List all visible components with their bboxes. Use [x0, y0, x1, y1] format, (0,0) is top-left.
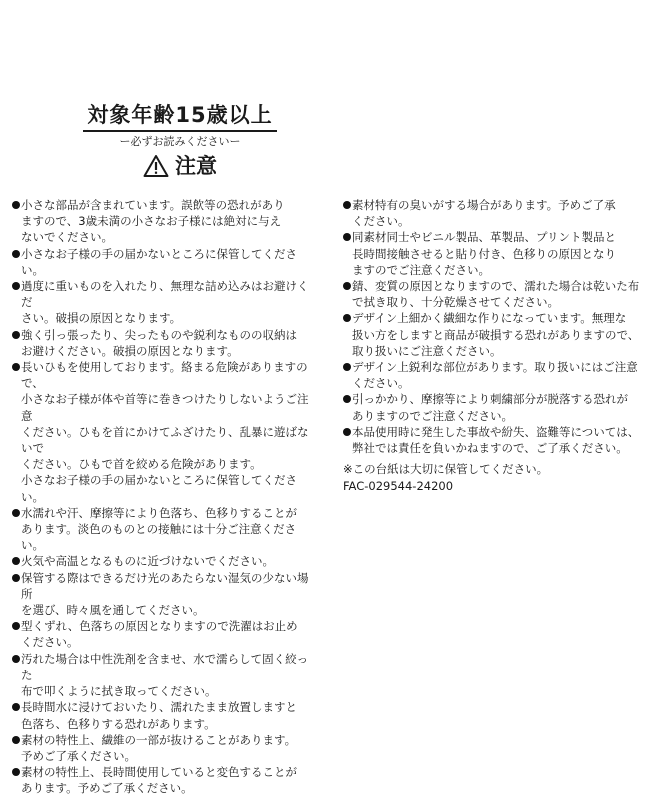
list-item — [343, 278, 643, 310]
bullet-icon — [12, 282, 20, 290]
caution-text: 過度に重いものを入れたり、無理な詰め込みはお避けくだ さい。破損の原因となります。 — [21, 279, 309, 326]
bullet-icon — [343, 314, 351, 322]
list-item — [12, 651, 310, 700]
list-item — [12, 732, 310, 764]
bullet-icon — [12, 655, 20, 663]
caution-text: 火気や高温となるものに近づけないでください。 — [21, 554, 274, 569]
storage-note: ※この台紙は大切に保管してください。 — [343, 462, 549, 477]
bullet-icon — [343, 201, 351, 209]
bullet-icon — [12, 201, 20, 209]
caution-list-left — [12, 197, 310, 797]
bullet-icon — [343, 395, 351, 403]
list-item — [343, 229, 643, 278]
caution-text: 汚れた場合は中性洗剤を含ませ、水で濡らして固く絞った 布で叩くように拭き取ってください。 — [21, 651, 309, 699]
bullet-icon — [12, 768, 20, 776]
list-item — [343, 359, 643, 391]
caution-text: 強く引っ張ったり、尖ったものや鋭利なものの収納は お避けください。破損の原因となります。 — [21, 327, 297, 358]
header — [60, 102, 300, 179]
list-item — [12, 618, 310, 650]
caution-text: デザイン上細かく繊細な作りになっています。無理な 扱い方をしますと商品が破損する恐れがありますので、 取り扱いにご注意ください。 — [352, 311, 640, 358]
list-item — [12, 359, 310, 505]
caution-text: 素材の特性上、繊維の一部が抜けることがあります。 予めご了承ください。 — [21, 732, 297, 763]
caution-list-right — [343, 197, 643, 494]
list-item — [343, 391, 643, 423]
list-item — [12, 505, 310, 554]
list-item — [12, 327, 310, 359]
bullet-icon — [12, 509, 20, 517]
caution-text: 長時間水に浸けておいたり、濡れたまま放置しますと 色落ち、色移りする恐れがあります。 — [21, 700, 297, 731]
age-rating-title: 対象年齢15歳以上 — [83, 102, 276, 132]
list-item — [12, 246, 310, 278]
footer-notes — [343, 461, 643, 494]
bullet-icon — [12, 736, 20, 744]
bullet-icon — [12, 622, 20, 630]
bullet-icon — [343, 282, 351, 290]
caution-text: 小さな部品が含まれています。誤飲等の恐れがあり ますので、3歳未満の小さなお子様には絶対に与え ないでください。 — [21, 198, 285, 245]
list-item — [343, 424, 643, 456]
caution-heading — [60, 153, 300, 179]
caution-text: 素材特有の臭いがする場合があります。予めご了承 ください。 — [352, 198, 616, 229]
bullet-icon — [12, 557, 20, 565]
list-item — [12, 197, 310, 246]
list-item — [12, 764, 310, 796]
bullet-icon — [12, 331, 20, 339]
list-item — [343, 310, 643, 359]
bullet-icon — [343, 233, 351, 241]
list-item — [12, 278, 310, 327]
caution-text: 水濡れや汗、摩擦等により色落ち、色移りすることが あります。淡色のものとの接触には十分ご注意ください。 — [21, 505, 297, 553]
caution-text: デザイン上鋭利な部位があります。取り扱いにはご注意 ください。 — [352, 360, 638, 391]
bullet-icon — [12, 703, 20, 711]
caution-text: 素材の特性上、長時間使用していると変色することが あります。予めご了承ください。 — [21, 765, 297, 796]
list-item — [12, 570, 310, 619]
caution-text: 同素材同士やビニル製品、革製品、プリント製品と 長時間接触させると貼り付き、色移りの原因となり ますのでご注意ください。 — [352, 230, 617, 277]
bullet-icon — [12, 250, 20, 258]
list-item — [12, 553, 310, 569]
caution-text: 小さなお子様の手の届かないところに保管してください。 — [21, 246, 297, 277]
bullet-icon — [12, 574, 20, 582]
list-item — [343, 197, 643, 229]
bullet-icon — [343, 428, 351, 436]
list-item — [12, 699, 310, 731]
caution-text: 長いひもを使用しております。絡まる危険がありますので、 小さなお子様が体や首等に巻きつけたりしないようご注意 ください。ひもを首にかけてふざけたり、乱暴に遊ばないで ください。ひもで首を絞める危険があります。 小さなお子様の手の届かないところに保管してください。 — [21, 360, 309, 504]
caution-text: 本品使用時に発生した事故や紛失、盗難等については、 弊社では責任を負いかねますので、ご了承ください。 — [352, 424, 640, 456]
caution-text: 錆、変質の原因となりますので、濡れた場合は乾いた布 で拭き取り、十分乾燥させてください。 — [352, 279, 640, 310]
caution-label: 注意 — [175, 154, 217, 178]
caution-text: 保管する際はできるだけ光のあたらない湿気の少ない場所 を選び、時々風を通してください。 — [21, 570, 309, 618]
please-read-note: ー必ずお読みくださいー — [119, 135, 241, 148]
caution-text: 型くずれ、色落ちの原因となりますので洗濯はお止め ください。 — [21, 619, 298, 650]
product-code: FAC-029544-24200 — [343, 478, 454, 493]
bullet-icon — [12, 363, 20, 371]
caution-text: 引っかかり、摩擦等により刺繍部分が脱落する恐れが ありますのでご注意ください。 — [352, 392, 628, 423]
bullet-icon — [343, 363, 351, 371]
warning-triangle-icon — [143, 154, 169, 178]
